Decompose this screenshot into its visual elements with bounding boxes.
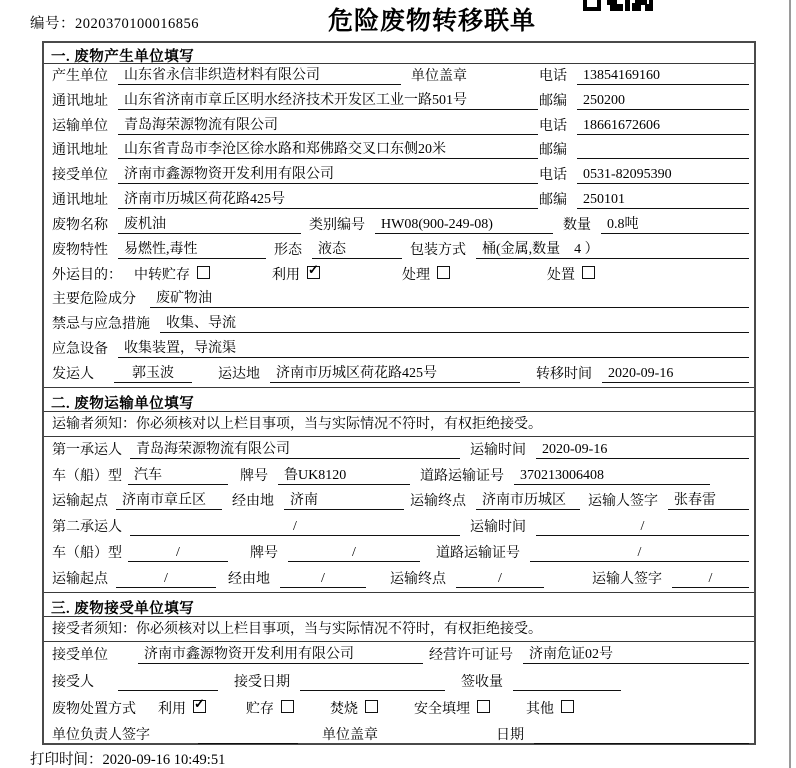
producer-phone-value: 13854169160 — [577, 68, 749, 85]
accept-unit-value: 济南市鑫源物资开发利用有限公司 — [138, 643, 423, 664]
checkbox-label: 处理 — [402, 267, 430, 283]
transporter-zip-value — [577, 142, 749, 159]
receiver-address-label: 通讯地址 — [52, 193, 108, 209]
row-hazard — [44, 288, 754, 313]
carrier1-time-label: 运输时间 — [470, 442, 526, 458]
print-time-value: 2020-09-16 10:49:51 — [102, 752, 226, 768]
waste-pack-label: 包装方式 — [410, 242, 466, 258]
row-transporter — [44, 114, 754, 139]
producer-zip-value: 250200 — [577, 93, 749, 110]
checkbox-utilize — [272, 264, 320, 284]
route1-sign-label: 运输人签字 — [588, 494, 658, 510]
row-dispatch — [44, 362, 754, 387]
unit-seal-label: 单位盖章 — [322, 728, 378, 744]
checkbox-box — [281, 700, 294, 713]
checkbox-disposal-incinerate — [330, 698, 378, 718]
vehicle1-label: 车（船）型 — [52, 468, 122, 484]
producer-zip-label: 邮编 — [539, 93, 567, 109]
accept-notice-label: 接受者须知： — [52, 621, 136, 637]
row-vehicle2 — [44, 540, 754, 566]
transporter-address-label: 通讯地址 — [52, 143, 108, 159]
route1-sign-value: 张春雷 — [668, 489, 749, 510]
route2-start-label: 运输起点 — [52, 571, 108, 587]
receiver-zip-value: 250101 — [577, 192, 749, 209]
seal-date-label: 日期 — [496, 728, 524, 744]
receiver-value: 济南市鑫源物资开发利用有限公司 — [118, 163, 538, 184]
disposal-method-label: 废物处置方式 — [52, 701, 136, 717]
emergency-equipment-value: 收集装置，导流渠 — [118, 337, 749, 358]
receiver-zip-label: 邮编 — [539, 193, 567, 209]
route2-sign-value: / — [672, 571, 749, 588]
transporter-address-value: 山东省青岛市李沧区徐水路和郑佛路交叉口东侧20米 — [118, 139, 538, 160]
section1-heading: 一. 废物产生单位填写 — [44, 43, 754, 64]
waste-qty-label: 数量 — [563, 217, 591, 233]
signed-qty-label: 签收量 — [461, 674, 503, 690]
route1-start-label: 运输起点 — [52, 494, 108, 510]
transfer-form — [42, 41, 756, 745]
qr-code-icon — [583, 0, 653, 11]
checkbox-box — [365, 700, 378, 713]
check-icon: ✓ — [194, 696, 205, 712]
plate2-label: 牌号 — [250, 545, 278, 561]
license1-label: 道路运输证号 — [420, 468, 504, 484]
row-producer — [44, 64, 754, 89]
license1-value: 370213006408 — [514, 468, 710, 485]
row-responsible-signature — [44, 722, 754, 749]
waste-pack-value: 桶(金属,数量 4 ） — [476, 238, 749, 259]
acceptor-label: 接受人 — [52, 674, 94, 690]
row-emergency-equipment — [44, 337, 754, 362]
emergency-equipment-label: 应急设备 — [52, 342, 108, 358]
accept-unit-label: 接受单位 — [52, 648, 108, 664]
row-accept-unit — [44, 642, 754, 669]
transport-notice-text: 你必须核对以上栏目事项，当与实际情况不符时，有权拒绝接受。 — [136, 416, 542, 432]
plate2-value: / — [288, 545, 420, 562]
transfer-time-value: 2020-09-16 — [602, 366, 749, 383]
checkbox-disposal-utilize — [158, 698, 206, 718]
seal-date-value — [534, 727, 749, 744]
section3-heading: 三. 废物接受单位填写 — [44, 592, 754, 617]
transporter-label: 运输单位 — [52, 118, 108, 134]
operating-license-value: 济南危证02号 — [523, 643, 749, 664]
checkbox-transfer-storage — [134, 264, 210, 284]
row-route1 — [44, 489, 754, 515]
carrier2-time-value: / — [536, 519, 749, 536]
emergency-measures-value: 收集、导流 — [160, 312, 749, 333]
checkbox-label: 处置 — [547, 267, 575, 283]
checkbox-box-checked — [307, 262, 320, 279]
row-receiver — [44, 163, 754, 188]
row-producer-address — [44, 89, 754, 114]
row-purpose — [44, 263, 754, 288]
row-carrier1 — [44, 437, 754, 463]
producer-phone-label: 电话 — [539, 68, 567, 84]
checkbox-label: 焚烧 — [330, 701, 358, 717]
accept-date-label: 接受日期 — [234, 674, 290, 690]
row-transport-notice — [44, 412, 754, 437]
producer-address-label: 通讯地址 — [52, 93, 108, 109]
hazard-value: 废矿物油 — [150, 288, 749, 309]
print-time-label: 打印时间： — [30, 752, 103, 768]
transporter-zip-label: 邮编 — [539, 143, 567, 159]
checkbox-label: 中转贮存 — [134, 267, 190, 283]
checkbox-box — [477, 700, 490, 713]
receiver-phone-value: 0531-82095390 — [577, 167, 749, 184]
waste-qty-value: 0.8吨 — [601, 213, 749, 234]
waste-name-label: 废物名称 — [52, 217, 108, 233]
row-acceptor — [44, 668, 754, 695]
license2-label: 道路运输证号 — [436, 545, 520, 561]
checkbox-box — [582, 266, 595, 279]
vehicle2-label: 车（船）型 — [52, 545, 122, 561]
responsible-sign-label: 单位负责人签字 — [52, 728, 150, 744]
row-vehicle1 — [44, 463, 754, 489]
route2-start-value: / — [116, 571, 216, 588]
row-waste-props — [44, 238, 754, 263]
row-accept-notice — [44, 617, 754, 642]
destination-value: 济南市历城区荷花路425号 — [270, 362, 520, 383]
operating-license-label: 经营许可证号 — [429, 648, 513, 664]
route2-sign-label: 运输人签字 — [592, 571, 662, 587]
checkbox-label: 其他 — [526, 701, 554, 717]
transporter-phone-label: 电话 — [539, 118, 567, 134]
doc-number-value: 2020370100016856 — [75, 16, 199, 32]
checkbox-disposal-store — [246, 698, 294, 718]
section2-heading: 二. 废物运输单位填写 — [44, 387, 754, 412]
waste-props-value: 易燃性,毒性 — [118, 238, 266, 259]
license2-value: / — [530, 545, 749, 562]
carrier2-label: 第二承运人 — [52, 520, 122, 536]
row-waste-name — [44, 213, 754, 238]
route1-end-value: 济南市历城区 — [476, 489, 580, 510]
page-edge-line — [789, 0, 791, 768]
waste-form-value: 液态 — [312, 238, 402, 259]
route2-end-value: / — [456, 571, 544, 588]
checkbox-disposal-landfill — [414, 698, 490, 718]
checkbox-disposal-other — [526, 698, 574, 718]
row-carrier2 — [44, 514, 754, 540]
row-transporter-address — [44, 139, 754, 164]
checkbox-label: 利用 — [158, 701, 186, 717]
accept-date-value — [300, 674, 445, 691]
responsible-sign-value — [198, 727, 298, 744]
checkbox-label: 贮存 — [246, 701, 274, 717]
plate1-label: 牌号 — [240, 468, 268, 484]
waste-form-label: 形态 — [274, 242, 302, 258]
carrier1-label: 第一承运人 — [52, 442, 122, 458]
producer-address-value: 山东省济南市章丘区明水经济技术开发区工业一路501号 — [118, 89, 538, 110]
checkbox-dispose — [547, 264, 595, 284]
signed-qty-value — [513, 674, 621, 691]
route1-start-value: 济南市章丘区 — [116, 489, 222, 510]
route2-end-label: 运输终点 — [390, 571, 446, 587]
transfer-time-label: 转移时间 — [536, 366, 592, 382]
print-time — [30, 748, 225, 768]
route2-via-value: / — [280, 571, 366, 588]
purpose-label: 外运目的： — [52, 267, 122, 283]
checkbox-label: 利用 — [272, 267, 300, 283]
doc-number — [30, 12, 199, 33]
vehicle1-value: 汽车 — [128, 464, 228, 485]
route2-via-label: 经由地 — [228, 571, 270, 587]
dispatcher-value: 郭玉波 — [114, 362, 192, 383]
acceptor-value — [118, 674, 218, 691]
waste-code-value: HW08(900-249-08) — [375, 217, 553, 234]
route1-via-value: 济南 — [284, 489, 404, 510]
destination-label: 运达地 — [218, 366, 260, 382]
transporter-phone-value: 18661672606 — [577, 118, 749, 135]
waste-name-value: 废机油 — [118, 213, 301, 234]
carrier1-value: 青岛海荣源物流有限公司 — [130, 438, 460, 459]
receiver-label: 接受单位 — [52, 168, 108, 184]
checkbox-label: 安全填埋 — [414, 701, 470, 717]
carrier2-value: / — [130, 519, 460, 536]
carrier1-time-value: 2020-09-16 — [536, 442, 749, 459]
dispatcher-label: 发运人 — [52, 366, 94, 382]
check-icon: ✓ — [308, 262, 319, 278]
hazard-label: 主要危险成分 — [52, 292, 136, 308]
checkbox-treat — [402, 264, 450, 284]
emergency-measures-label: 禁忌与应急措施 — [52, 317, 150, 333]
transport-notice-label: 运输者须知： — [52, 416, 136, 432]
checkbox-box — [437, 266, 450, 279]
page-title: 危险废物转移联单 — [328, 8, 537, 35]
waste-code-label: 类别编号 — [309, 217, 365, 233]
row-emergency-measures — [44, 312, 754, 337]
producer-seal-label: 单位盖章 — [411, 68, 467, 84]
producer-value: 山东省永信非织造材料有限公司 — [118, 64, 401, 85]
checkbox-box — [197, 266, 210, 279]
row-receiver-address — [44, 188, 754, 213]
waste-props-label: 废物特性 — [52, 242, 108, 258]
doc-number-label: 编号： — [30, 16, 75, 32]
checkbox-box-checked — [193, 696, 206, 713]
plate1-value: 鲁UK8120 — [278, 464, 410, 485]
receiver-phone-label: 电话 — [539, 168, 567, 184]
accept-notice-text: 你必须核对以上栏目事项，当与实际情况不符时，有权拒绝接受。 — [136, 621, 542, 637]
row-disposal-method — [44, 695, 754, 722]
transporter-value: 青岛海荣源物流有限公司 — [118, 114, 538, 135]
route1-via-label: 经由地 — [232, 494, 274, 510]
carrier2-time-label: 运输时间 — [470, 520, 526, 536]
producer-label: 产生单位 — [52, 68, 108, 84]
checkbox-box — [561, 700, 574, 713]
vehicle2-value: / — [128, 545, 228, 562]
receiver-address-value: 济南市历城区荷花路425号 — [118, 188, 538, 209]
row-route2 — [44, 566, 754, 592]
route1-end-label: 运输终点 — [410, 494, 466, 510]
